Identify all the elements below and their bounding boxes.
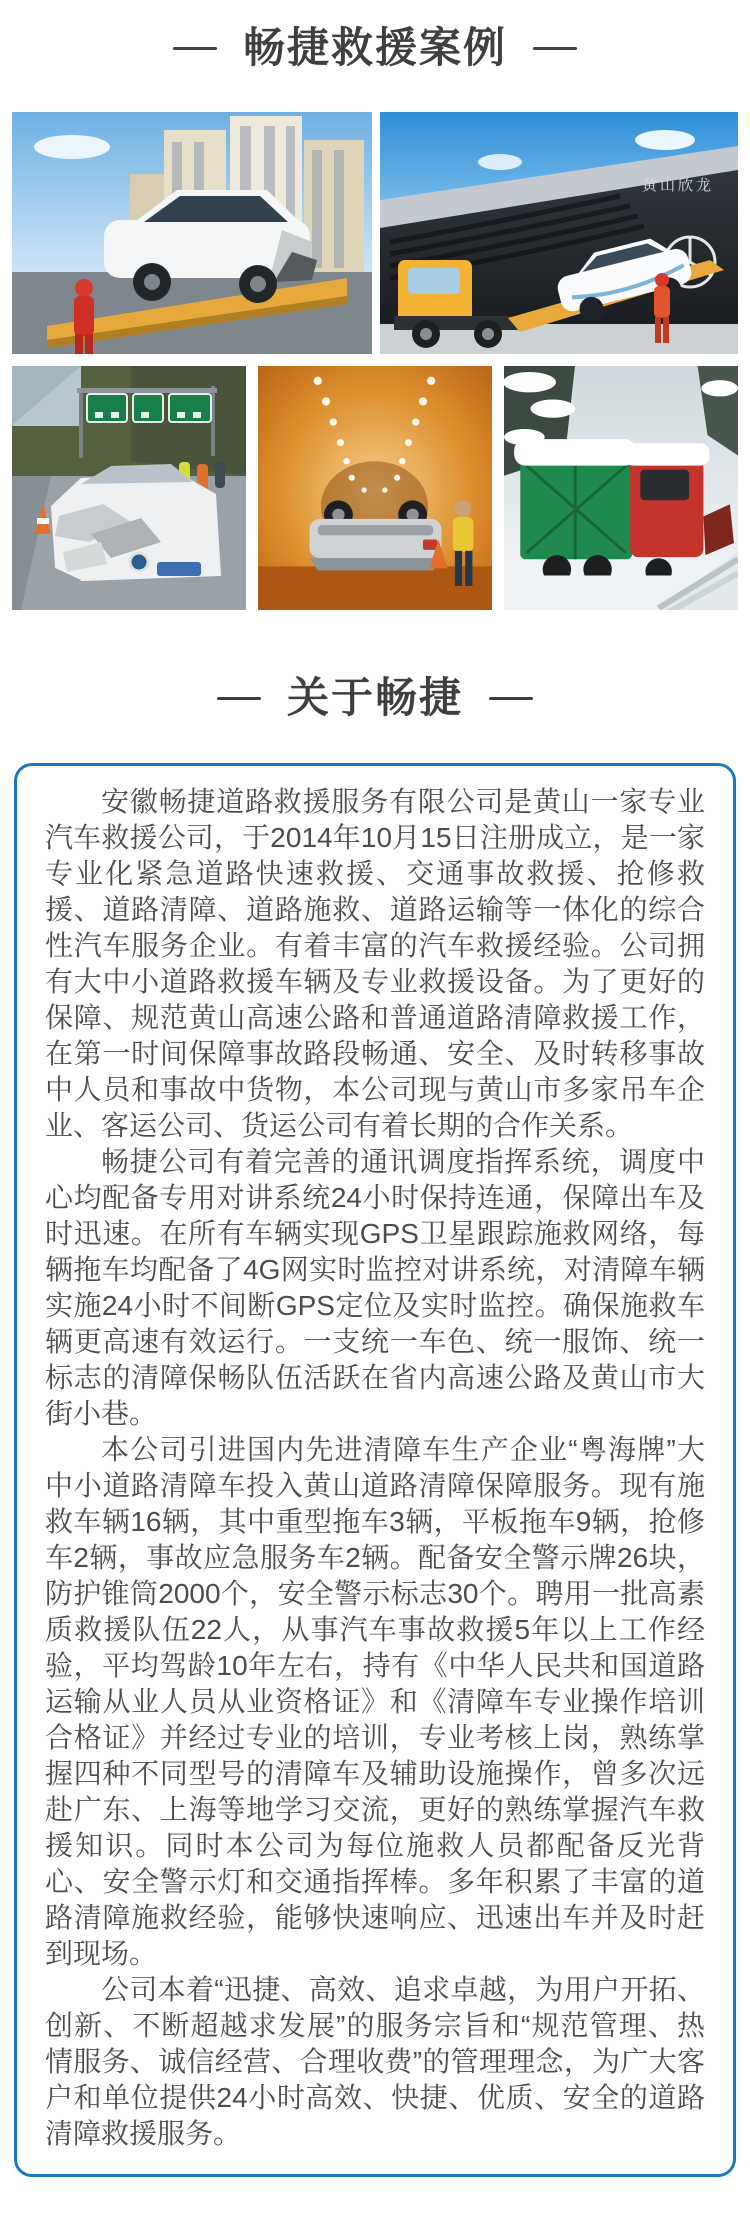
gallery-row-1 <box>12 112 738 354</box>
about-paragraph: 畅捷公司有着完善的通讯调度指挥系统，调度中心均配备专用对讲系统24小时保持连通，保障出车及时迅速。在所有车辆实现GPS卫星跟踪施救网络，每辆拖车均配备了4G网实时监控对讲系统，对清障车辆实施24小时不间断GPS定位及实时监控。确保施救车辆更高速有效运行。一支统一车色、统一服饰、统一标志的清障保畅队伍活跃在省内高速公路及黄山市大街小巷。 <box>45 1145 705 1429</box>
cases-section-title <box>0 0 750 72</box>
photo-dealership-tow <box>380 112 738 354</box>
photo-dealership-tow-art <box>380 112 738 354</box>
gallery-row-2 <box>12 366 738 610</box>
title-dash-left <box>217 697 261 700</box>
about-section-title <box>0 674 750 722</box>
photo-tunnel-rollover-art <box>258 366 492 610</box>
photo-city-suv-tow <box>12 112 372 354</box>
rescue-case-gallery <box>12 112 738 610</box>
about-paragraph: 公司本着“迅捷、高效、追求卓越，为用户开拓、创新、不断超越求发展”的服务宗旨和“规范管理、热情服务、诚信经营、合理收费”的管理理念，为广大客户和单位提供24小时高效、快捷、优质、安全的道路清障救援服务。 <box>45 1973 705 2149</box>
photo-tunnel-rollover <box>258 366 492 610</box>
about-company-box <box>14 763 736 2177</box>
bottom-spacer <box>0 2177 750 2225</box>
about-paragraph: 安徽畅捷道路救援服务有限公司是黄山一家专业汽车救援公司，于2014年10月15日注册成立，是一家专业化紧急道路快速救援、交通事故救援、抢修救援、道路清障、道路施救、道路运输等一体化的综合性汽车服务企业。有着丰富的汽车救援经验。公司拥有大中小道路救援车辆及专业救援设备。为了更好的保障、规范黄山高速公路和普通道路清障救援工作，在第一时间保障事故路段畅通、安全、及时转移事故中人员和事故中货物，本公司现与黄山市多家吊车企业、客运公司、货运公司有着长期的合作关系。 <box>45 785 705 1141</box>
about-paragraph: 本公司引进国内先进清障车生产企业“粤海牌”大中小道路清障车投入黄山道路清障保障服务。现有施救车辆16辆，其中重型拖车3辆，平板拖车9辆，抢修车2辆，事故应急服务车2辆。配备安全警示牌26块，防护锥筒2000个，安全警示标志30个。聘用一批高素质救援队伍22人，从事汽车事故救援5年以上工作经验，平均驾龄10年左右，持有《中华人民共和国道路运输从业人员从业资格证》和《清障车专业操作培训合格证》并经过专业的培训，专业考核上岗，熟练掌握四种不同型号的清障车及辅助设施操作，曾多次远赴广东、上海等地学习交流，更好的熟练掌握汽车救援知识。同时本公司为每位施救人员都配备反光背心、安全警示灯和交通指挥棒。多年积累了丰富的道路清障施救经验，能够快速响应、迅速出车并及时赶到现场。 <box>45 1433 705 1969</box>
photo-city-suv-tow-art <box>12 112 372 354</box>
title-dash-right <box>533 47 577 50</box>
dealership-sign-text: 黄山欣龙 <box>642 177 715 195</box>
photo-snow-truck <box>504 366 738 610</box>
cases-title-text: 畅捷救援案例 <box>242 24 507 71</box>
title-dash-right <box>489 697 533 700</box>
photo-highway-crash-art <box>12 366 246 610</box>
about-title-text: 关于畅捷 <box>286 674 463 722</box>
title-dash-left <box>173 47 217 50</box>
photo-highway-crash <box>12 366 246 610</box>
photo-snow-truck-art <box>504 366 738 610</box>
